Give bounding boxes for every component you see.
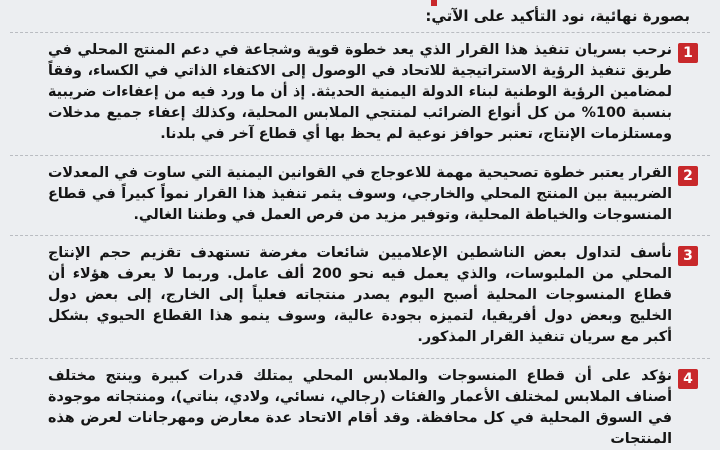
statement-item <box>48 163 672 226</box>
divider <box>10 235 710 237</box>
statement-item <box>48 366 672 450</box>
divider <box>10 155 710 157</box>
statement-item <box>48 40 672 145</box>
item-text: نأسف لتداول بعض الناشطين الإعلاميين شائعات مغرضة تستهدف تقزيم حجم الإنتاج المحلي من الملبوسات، والذي يعمل فيه نحو 200 ألف عامل. وربما لا يعرف هؤلاء أن قطاع المنسوجات المحلية أصبح اليوم يصدر منتجاته فعلياً إلى الخارج، إلى بعض دول الخليج وبعض دول أفريقيا، لتميزه بجودة عالية، وسوف ينمو هذا القطاع الحيوي بشكل أكبر مع سريان تنفيذ القرار المذكور. <box>48 245 672 345</box>
item-number-badge: 4 <box>678 369 698 389</box>
divider <box>10 358 710 360</box>
intro-heading: بصورة نهائية، نود التأكيد على الآتي: <box>425 7 690 25</box>
item-text: القرار يعتبر خطوة تصحيحية مهمة للاعوجاج في القوانين اليمنية التي ساوت في المعدلات الضريبية بين المنتج المحلي والخارجي، وسوف يثمر تنفيذ هذا القرار نمواً كبيراً في قطاع المنسوجات والخياطة المحلية، وتوفير مزيد من فرص العمل في وطننا الغالي. <box>48 165 672 223</box>
divider <box>10 32 710 34</box>
item-text: نؤكد على أن قطاع المنسوجات والملابس المحلي يمتلك قدرات كبيرة وينتج مختلف أصناف الملابس لمختلف الأعمار والفئات (رجالي، نسائي، ولادي، بناتي)، ومنتجاته موجودة في السوق المحلية في كل محافظة. وقد أقام الاتحاد عدة معارض ومهرجانات لعرض هذه المنتجات <box>48 368 672 447</box>
item-text: نرحب بسريان تنفيذ هذا القرار الذي يعد خطوة قوية وشجاعة في دعم المنتج المحلي في طريق تنفيذ الرؤية الاستراتيجية للاتحاد في الوصول إلى الاكتفاء الذاتي في الكساء، وفقاً لمضامين الرؤية الوطنية لبناء الدولة اليمنية الحديثة. إذ أن ما ورد فيه من إعفاءات ضريبية بنسبة 100% من كل أنواع الضرائب لمنتجي الملابس المحلية، وكذلك إعفاء جميع مدخلات ومستلزمات الإنتاج، تعتبر حوافز نوعية لم يحظ بها أي قطاع آخر في بلدنا. <box>48 42 672 142</box>
item-number-badge: 1 <box>678 43 698 63</box>
item-number-badge: 3 <box>678 246 698 266</box>
item-number-badge: 2 <box>678 166 698 186</box>
statement-item <box>48 243 672 348</box>
